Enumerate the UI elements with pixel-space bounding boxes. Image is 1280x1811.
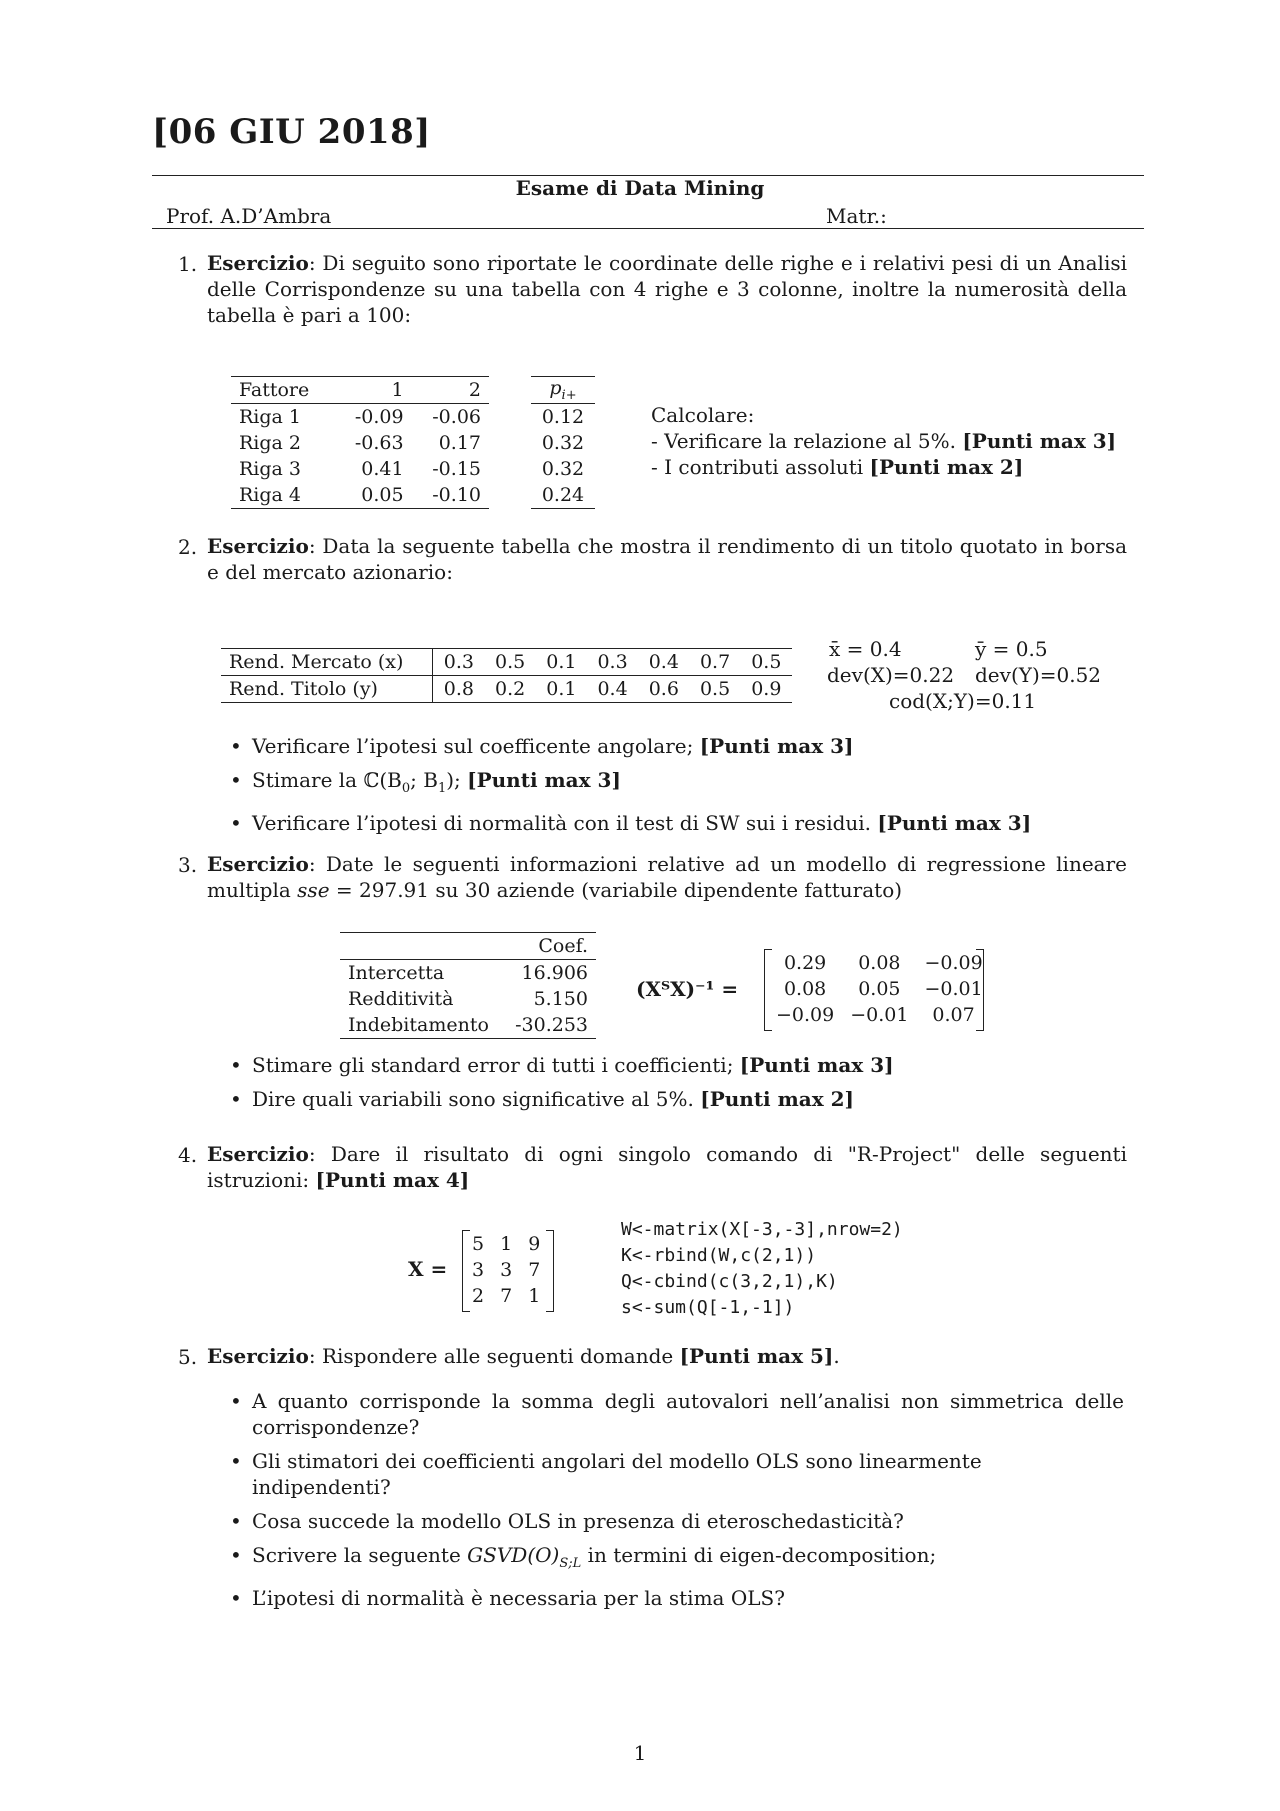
- ex2-stat-devy: dev(Y)=0.52: [975, 663, 1102, 687]
- row-f1: 0.41: [361, 458, 404, 480]
- coef-value: 16.906: [521, 962, 588, 984]
- ex1-label: Esercizio: [207, 251, 309, 275]
- row-name: Riga 3: [239, 458, 302, 480]
- ex3-text2: = 297.91 su 30 aziende (variabile dipendente fatturato): [329, 878, 903, 902]
- row-f1: -0.09: [354, 406, 404, 428]
- cell-y: 0.9: [751, 678, 782, 700]
- matrix-row: [464, 1231, 548, 1257]
- ex2-label: Esercizio: [207, 534, 309, 558]
- ex4-code-line: K<-rbind(W,c(2,1)): [621, 1245, 817, 1266]
- ex1-calc-label: Calcolare:: [651, 403, 755, 427]
- ex2-returns-table: [221, 648, 792, 703]
- table-row: [531, 482, 595, 509]
- exam-title: Esame di Data Mining: [515, 176, 765, 200]
- question-text: A quanto corrisponde la somma degli autovalori nell’analisi non simmetrica delle corrispondenze?: [252, 1389, 1124, 1439]
- points-badge: [Punti max 3]: [877, 811, 1032, 835]
- row-f2: -0.15: [432, 458, 481, 480]
- ex5-number: 5.: [178, 1345, 198, 1369]
- p-symbol: p: [549, 377, 562, 400]
- ex1-weights-table: [531, 376, 595, 509]
- professor-name: Prof. A.D’Ambra: [166, 204, 332, 228]
- ex3-label: Esercizio: [207, 852, 309, 876]
- table-row: [531, 404, 595, 431]
- ex3-coef-table: [340, 932, 596, 1039]
- matrix-cell: −0.01: [924, 978, 983, 1000]
- cell-x: 0.7: [699, 651, 731, 673]
- matrix-row: [464, 1283, 548, 1309]
- ex2-tasks: [230, 733, 1132, 844]
- ex3-number: 3.: [178, 853, 198, 877]
- row-y-label: Rend. Titolo (y): [221, 676, 433, 703]
- ex3-statement: [207, 851, 1127, 903]
- table-row: [231, 482, 489, 509]
- ex2-stat-cod: cod(X;Y)=0.11: [889, 689, 1037, 713]
- matrix-cell: 2: [472, 1285, 485, 1307]
- ex2-text: : Data la seguente tabella che mostra il rendimento di un titolo quotato in borsa e del mercato azionario:: [207, 534, 1127, 584]
- ex1-weights-header: [531, 377, 595, 404]
- row-name: Riga 1: [239, 406, 302, 428]
- ex2-stat-devx: dev(X)=0.22: [827, 663, 955, 687]
- ex3-xtx-matrix: [768, 950, 991, 1028]
- row-weight: 0.24: [541, 484, 585, 506]
- matrix-cell: 0.05: [858, 978, 901, 1000]
- subscript: 0: [401, 781, 411, 796]
- ex5-statement: Esercizio: Rispondere alle seguenti domande [Punti max 5].: [207, 1344, 840, 1368]
- ex1-number: 1.: [178, 252, 198, 276]
- list-item: [230, 1508, 1124, 1534]
- ex4-code-line: Q<-cbind(c(3,2,1),K): [621, 1271, 838, 1292]
- table-row: [221, 676, 792, 703]
- row-f2: -0.10: [432, 484, 481, 506]
- page-number: 1: [633, 1741, 647, 1765]
- matrix-cell: −0.09: [924, 952, 983, 974]
- bullet-icon: •: [230, 1087, 242, 1111]
- ex2-stat-ybar: ȳ = 0.5: [975, 637, 1048, 661]
- cell-y: 0.6: [648, 678, 679, 700]
- bullet-icon: •: [230, 811, 242, 835]
- table-row: [340, 986, 596, 1012]
- question-text: Gli stimatori dei coefficienti angolari del modello OLS sono linearmente indipendenti?: [252, 1449, 982, 1499]
- task-text: - I contributi assoluti: [651, 455, 864, 479]
- matrix-row: [768, 976, 991, 1002]
- question-text: Scrivere la seguente: [252, 1543, 468, 1567]
- cell-y: 0.4: [597, 678, 628, 700]
- table-row: [231, 456, 489, 482]
- ex4-matrix-lhs: X =: [408, 1257, 448, 1281]
- row-f1: 0.05: [361, 484, 404, 506]
- points-badge: [Punti max 2]: [869, 455, 1024, 479]
- matrix-cell: 5: [472, 1233, 485, 1255]
- table-row: [340, 960, 596, 987]
- list-item: [230, 1086, 1132, 1112]
- task-text: Stimare la ℂ(B: [252, 768, 402, 792]
- list-item: [230, 810, 1132, 836]
- ex1-statement: [207, 250, 1127, 328]
- row-f2: 0.17: [438, 432, 481, 454]
- matrix-cell: 3: [472, 1259, 485, 1281]
- ex4-label: Esercizio: [207, 1142, 309, 1166]
- task-text: Stimare gli standard error di tutti i coefficienti;: [252, 1053, 734, 1077]
- list-item: [230, 733, 1132, 759]
- matrix-cell: 1: [528, 1285, 541, 1307]
- task-text: Verificare l’ipotesi di normalità con il test di SW sui i residui.: [252, 811, 872, 835]
- cell-x: 0.1: [546, 651, 577, 673]
- task-text: Verificare l’ipotesi sul coefficente angolare;: [252, 734, 694, 758]
- matrix-cell: 0.07: [932, 1004, 975, 1026]
- cell-y: 0.1: [546, 678, 577, 700]
- cell-y: 0.8: [443, 678, 474, 700]
- points-badge: [Punti max 3]: [739, 1053, 894, 1077]
- ex4-code-line: W<-matrix(X[-3,-3],nrow=2): [621, 1219, 903, 1240]
- list-item: [230, 767, 1132, 802]
- row-x-label: Rend. Mercato (x): [221, 649, 433, 676]
- list-item: [230, 1052, 1132, 1078]
- ex3-coef-blank: [340, 933, 503, 960]
- ex2-statement: [207, 533, 1127, 585]
- question-text: L’ipotesi di normalità è necessaria per la stima OLS?: [252, 1586, 785, 1610]
- row-f1: -0.63: [354, 432, 404, 454]
- cell-x: 0.5: [751, 651, 782, 673]
- coef-name: Intercetta: [348, 962, 445, 984]
- question-text: in termini di eigen-decomposition;: [581, 1543, 937, 1567]
- ex4-number: 4.: [178, 1143, 198, 1167]
- ex1-coordinates-table: [231, 376, 489, 509]
- gsvd-subscript: S;L: [559, 1556, 582, 1571]
- ex4-statement: [207, 1141, 1127, 1193]
- row-weight: 0.32: [541, 458, 585, 480]
- list-item: [230, 1388, 1124, 1440]
- task-text: );: [446, 768, 461, 792]
- cell-x: 0.4: [648, 651, 679, 673]
- header-bottom-rule: [152, 228, 1144, 229]
- coef-name: Redditività: [348, 988, 454, 1010]
- table-row: [531, 430, 595, 456]
- matr-label: Matr.:: [826, 204, 887, 228]
- table-row: [231, 430, 489, 456]
- ex4-points: [Punti max 4]: [315, 1168, 470, 1192]
- cell-y: 0.5: [699, 678, 731, 700]
- ex1-text: : Di seguito sono riportate le coordinate delle righe e i relativi pesi di un Analisi delle Corrispondenze su una tabella con 4 righe e 3 colonne, inoltre la numerosità della tabella è pari a 100:: [207, 251, 1127, 327]
- coef-value: -30.253: [515, 1014, 588, 1036]
- bullet-icon: •: [230, 734, 242, 758]
- exam-date: [06 GIU 2018]: [152, 112, 431, 152]
- ex1-header-2: 2: [468, 379, 481, 401]
- bullet-icon: •: [230, 1543, 242, 1567]
- ex3-coef-header: Coef.: [538, 935, 588, 957]
- ex1-header-1: 1: [391, 379, 404, 401]
- matrix-cell: 0.29: [783, 952, 827, 974]
- points-badge: [Punti max 3]: [962, 429, 1117, 453]
- p-subscript: i+: [561, 387, 577, 403]
- matrix-cell: 7: [528, 1259, 541, 1281]
- question-text: Cosa succede la modello OLS in presenza di eteroschedasticità?: [252, 1509, 904, 1533]
- ex2-number: 2.: [178, 535, 198, 559]
- matrix-cell: 0.08: [783, 978, 827, 1000]
- ex1-task2: [651, 454, 1023, 480]
- points-badge: [Punti max 3]: [699, 734, 854, 758]
- cell-x: 0.3: [597, 651, 628, 673]
- cell-x: 0.5: [495, 651, 526, 673]
- task-text: Dire quali variabili sono significative al 5%.: [252, 1087, 694, 1111]
- subscript: 1: [437, 781, 447, 796]
- bullet-icon: •: [230, 1389, 242, 1413]
- row-name: Riga 2: [239, 432, 302, 454]
- table-row: [340, 1012, 596, 1039]
- bullet-icon: •: [230, 1586, 242, 1610]
- list-item: [230, 1448, 1124, 1500]
- points-badge: [Punti max 3]: [467, 768, 621, 792]
- matrix-cell: 7: [500, 1285, 513, 1307]
- row-name: Riga 4: [239, 484, 302, 506]
- ex5-points: [Punti max 5]: [679, 1344, 834, 1368]
- ex5-label: Esercizio: [207, 1344, 309, 1368]
- bullet-icon: •: [230, 1053, 242, 1077]
- bullet-icon: •: [230, 1449, 242, 1473]
- points-badge: [Punti max 2]: [700, 1087, 855, 1111]
- table-row: [531, 456, 595, 482]
- cell-y: 0.2: [495, 678, 526, 700]
- table-row: [221, 649, 792, 676]
- coef-name: Indebitamento: [348, 1014, 489, 1036]
- gsvd-math: GSVD(O): [467, 1543, 560, 1567]
- row-weight: 0.12: [541, 406, 585, 428]
- matrix-cell: −0.01: [850, 1004, 909, 1026]
- ex1-header-fattore: Fattore: [239, 379, 310, 401]
- ex3-sse: sse: [297, 878, 330, 902]
- ex5-text: : Rispondere alle seguenti domande: [308, 1344, 674, 1368]
- bullet-icon: •: [230, 1509, 242, 1533]
- ex5-questions: [230, 1388, 1124, 1619]
- ex3-matrix-lhs: (XᵀX)⁻¹ =: [636, 977, 739, 1001]
- row-weight: 0.32: [541, 432, 585, 454]
- cell-x: 0.3: [443, 651, 474, 673]
- matrix-cell: 9: [528, 1233, 541, 1255]
- row-f2: -0.06: [432, 406, 481, 428]
- ex1-task1: [651, 428, 1116, 454]
- table-row: [231, 404, 489, 431]
- ex4-text: : Dare il risultato di ogni singolo comando di "R-Project" delle seguenti istruzioni:: [207, 1142, 1127, 1192]
- ex4-x-matrix: [464, 1231, 548, 1309]
- ex2-stat-xbar: x̄ = 0.4: [829, 637, 902, 661]
- bullet-icon: •: [230, 768, 242, 792]
- matrix-cell: 3: [500, 1259, 513, 1281]
- list-item: [230, 1585, 1124, 1611]
- coef-value: 5.150: [533, 988, 588, 1010]
- task-text: - Verificare la relazione al 5%.: [651, 429, 956, 453]
- task-text: ; B: [410, 768, 438, 792]
- matrix-cell: −0.09: [776, 1004, 835, 1026]
- matrix-cell: 1: [500, 1233, 513, 1255]
- list-item: [230, 1542, 1124, 1577]
- matrix-row: [768, 950, 991, 976]
- matrix-cell: 0.08: [858, 952, 901, 974]
- matrix-row: [464, 1257, 548, 1283]
- ex3-text1: : Date le seguenti informazioni relative ad un modello di regressione lineare multipla: [207, 852, 1127, 902]
- matrix-row: [768, 1002, 991, 1028]
- ex3-tasks: [230, 1052, 1132, 1120]
- ex4-code-line: s<-sum(Q[-1,-1]): [621, 1297, 795, 1318]
